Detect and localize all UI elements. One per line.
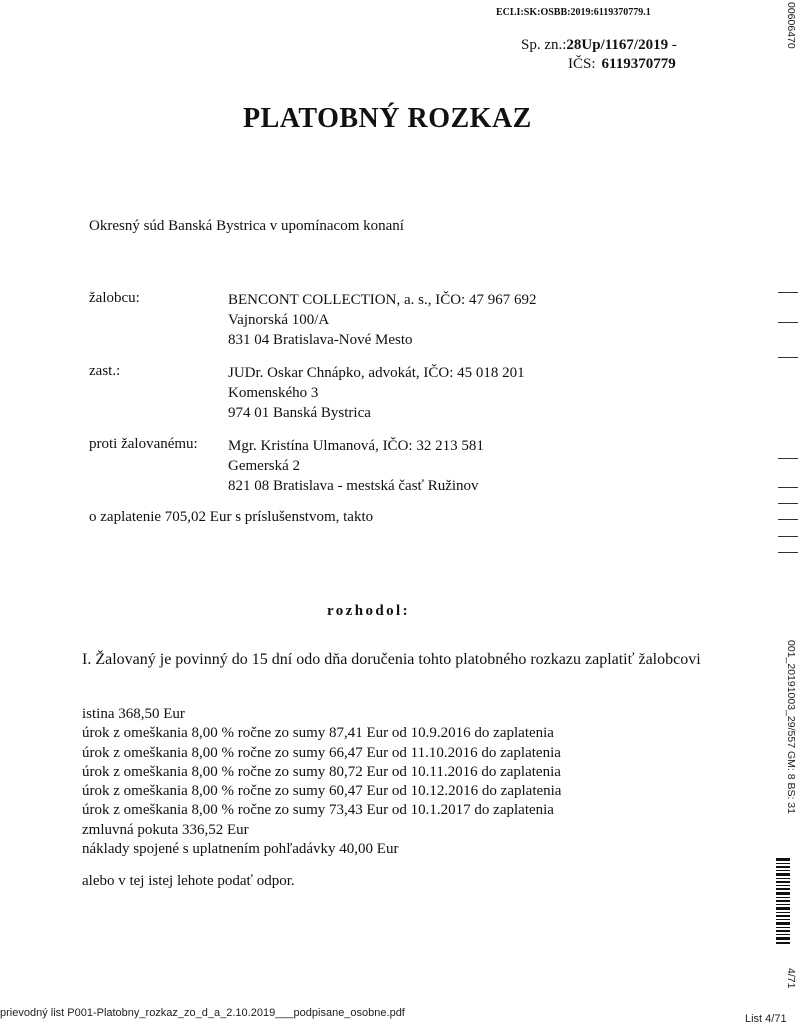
- plaintiff-label: žalobcu:: [89, 290, 140, 306]
- decision-heading: rozhodol:: [327, 603, 410, 619]
- objection-line: alebo v tej istej lehote podať odpor.: [82, 873, 295, 889]
- claim-item: úrok z omeškania 8,00 % ročne zo sumy 87,41 Eur od 10.9.2016 do zaplatenia: [82, 725, 554, 742]
- plaintiff-line: Vajnorská 100/A: [228, 312, 330, 328]
- margin-tick: [778, 487, 798, 488]
- point-one: I. Žalovaný je povinný do 15 dní odo dňa doručenia tohto platobného rozkazu zaplatiť žalobcovi: [82, 651, 701, 668]
- representative-line: JUDr. Oskar Chnápko, advokát, IČO: 45 018 201: [228, 365, 525, 381]
- ecli-identifier: ECLI:SK:OSBB:2019:6119370779.1: [496, 7, 651, 18]
- claim-item: náklady spojené s uplatnením pohľadávky 40,00 Eur: [82, 841, 399, 858]
- case-number-suffix: -: [668, 37, 677, 53]
- margin-tick: [778, 503, 798, 504]
- defendant-line: 821 08 Bratislava - mestská časť Ružinov: [228, 478, 479, 494]
- claim-item: úrok z omeškania 8,00 % ročne zo sumy 80,72 Eur od 10.11.2016 do zaplatenia: [82, 763, 561, 780]
- defendant-line: Mgr. Kristína Ulmanová, IČO: 32 213 581: [228, 438, 484, 454]
- ics-value: 6119370779: [601, 56, 676, 72]
- document-title: PLATOBNÝ ROZKAZ: [243, 103, 532, 134]
- defendant-line: Gemerská 2: [228, 458, 301, 474]
- defendant-details: [228, 436, 484, 496]
- margin-tick: [778, 552, 798, 553]
- claim-item: úrok z omeškania 8,00 % ročne zo sumy 66,47 Eur od 11.10.2016 do zaplatenia: [82, 744, 561, 761]
- representative-label: zast.:: [89, 363, 121, 379]
- claim-item: úrok z omeškania 8,00 % ročne zo sumy 73,43 Eur od 10.1.2017 do zaplatenia: [82, 802, 554, 819]
- plaintiff-details: [228, 290, 536, 350]
- margin-page-number: 4/71: [785, 968, 797, 989]
- case-number-value: 28Up/1167/2019: [566, 37, 669, 53]
- claim-item: zmluvná pokuta 336,52 Eur: [82, 821, 249, 838]
- subject-line: o zaplatenie 705,02 Eur s príslušenstvom, takto: [89, 509, 374, 525]
- court-line: Okresný súd Banská Bystrica v upomínacom konaní: [89, 218, 404, 234]
- footer-filename: prievodný list P001-Platobny_rozkaz_zo_d_a_2.10.2019___podpisane_osobne.pdf: [0, 1007, 405, 1019]
- representative-line: Komenského 3: [228, 385, 319, 401]
- margin-tick: [778, 536, 798, 537]
- representative-details: [228, 363, 525, 423]
- footer-page: List 4/71: [745, 1013, 787, 1025]
- barcode-image: [776, 858, 790, 944]
- case-number: [521, 37, 677, 54]
- margin-tick: [778, 322, 798, 323]
- claim-item: úrok z omeškania 8,00 % ročne zo sumy 60,47 Eur od 10.12.2016 do zaplatenia: [82, 783, 562, 800]
- ics-label: IČS:: [568, 56, 596, 72]
- defendant-label: proti žalovanému:: [89, 436, 198, 452]
- claim-items-list: [82, 705, 561, 859]
- margin-scan-info: 001_20191003_29/557 GM: 8 BS: 31: [785, 640, 797, 814]
- plaintiff-line: 831 04 Bratislava-Nové Mesto: [228, 332, 413, 348]
- margin-tick: [778, 292, 798, 293]
- plaintiff-line: BENCONT COLLECTION, a. s., IČO: 47 967 692: [228, 292, 537, 308]
- case-number-label: Sp. zn.:: [521, 37, 567, 53]
- ics-number: [568, 56, 676, 73]
- representative-line: 974 01 Banská Bystrica: [228, 405, 371, 421]
- margin-tick: [778, 458, 798, 459]
- claim-item: istina 368,50 Eur: [82, 706, 185, 722]
- margin-tick: [778, 357, 798, 358]
- margin-document-code: 00606470: [785, 2, 797, 49]
- margin-tick: [778, 519, 798, 520]
